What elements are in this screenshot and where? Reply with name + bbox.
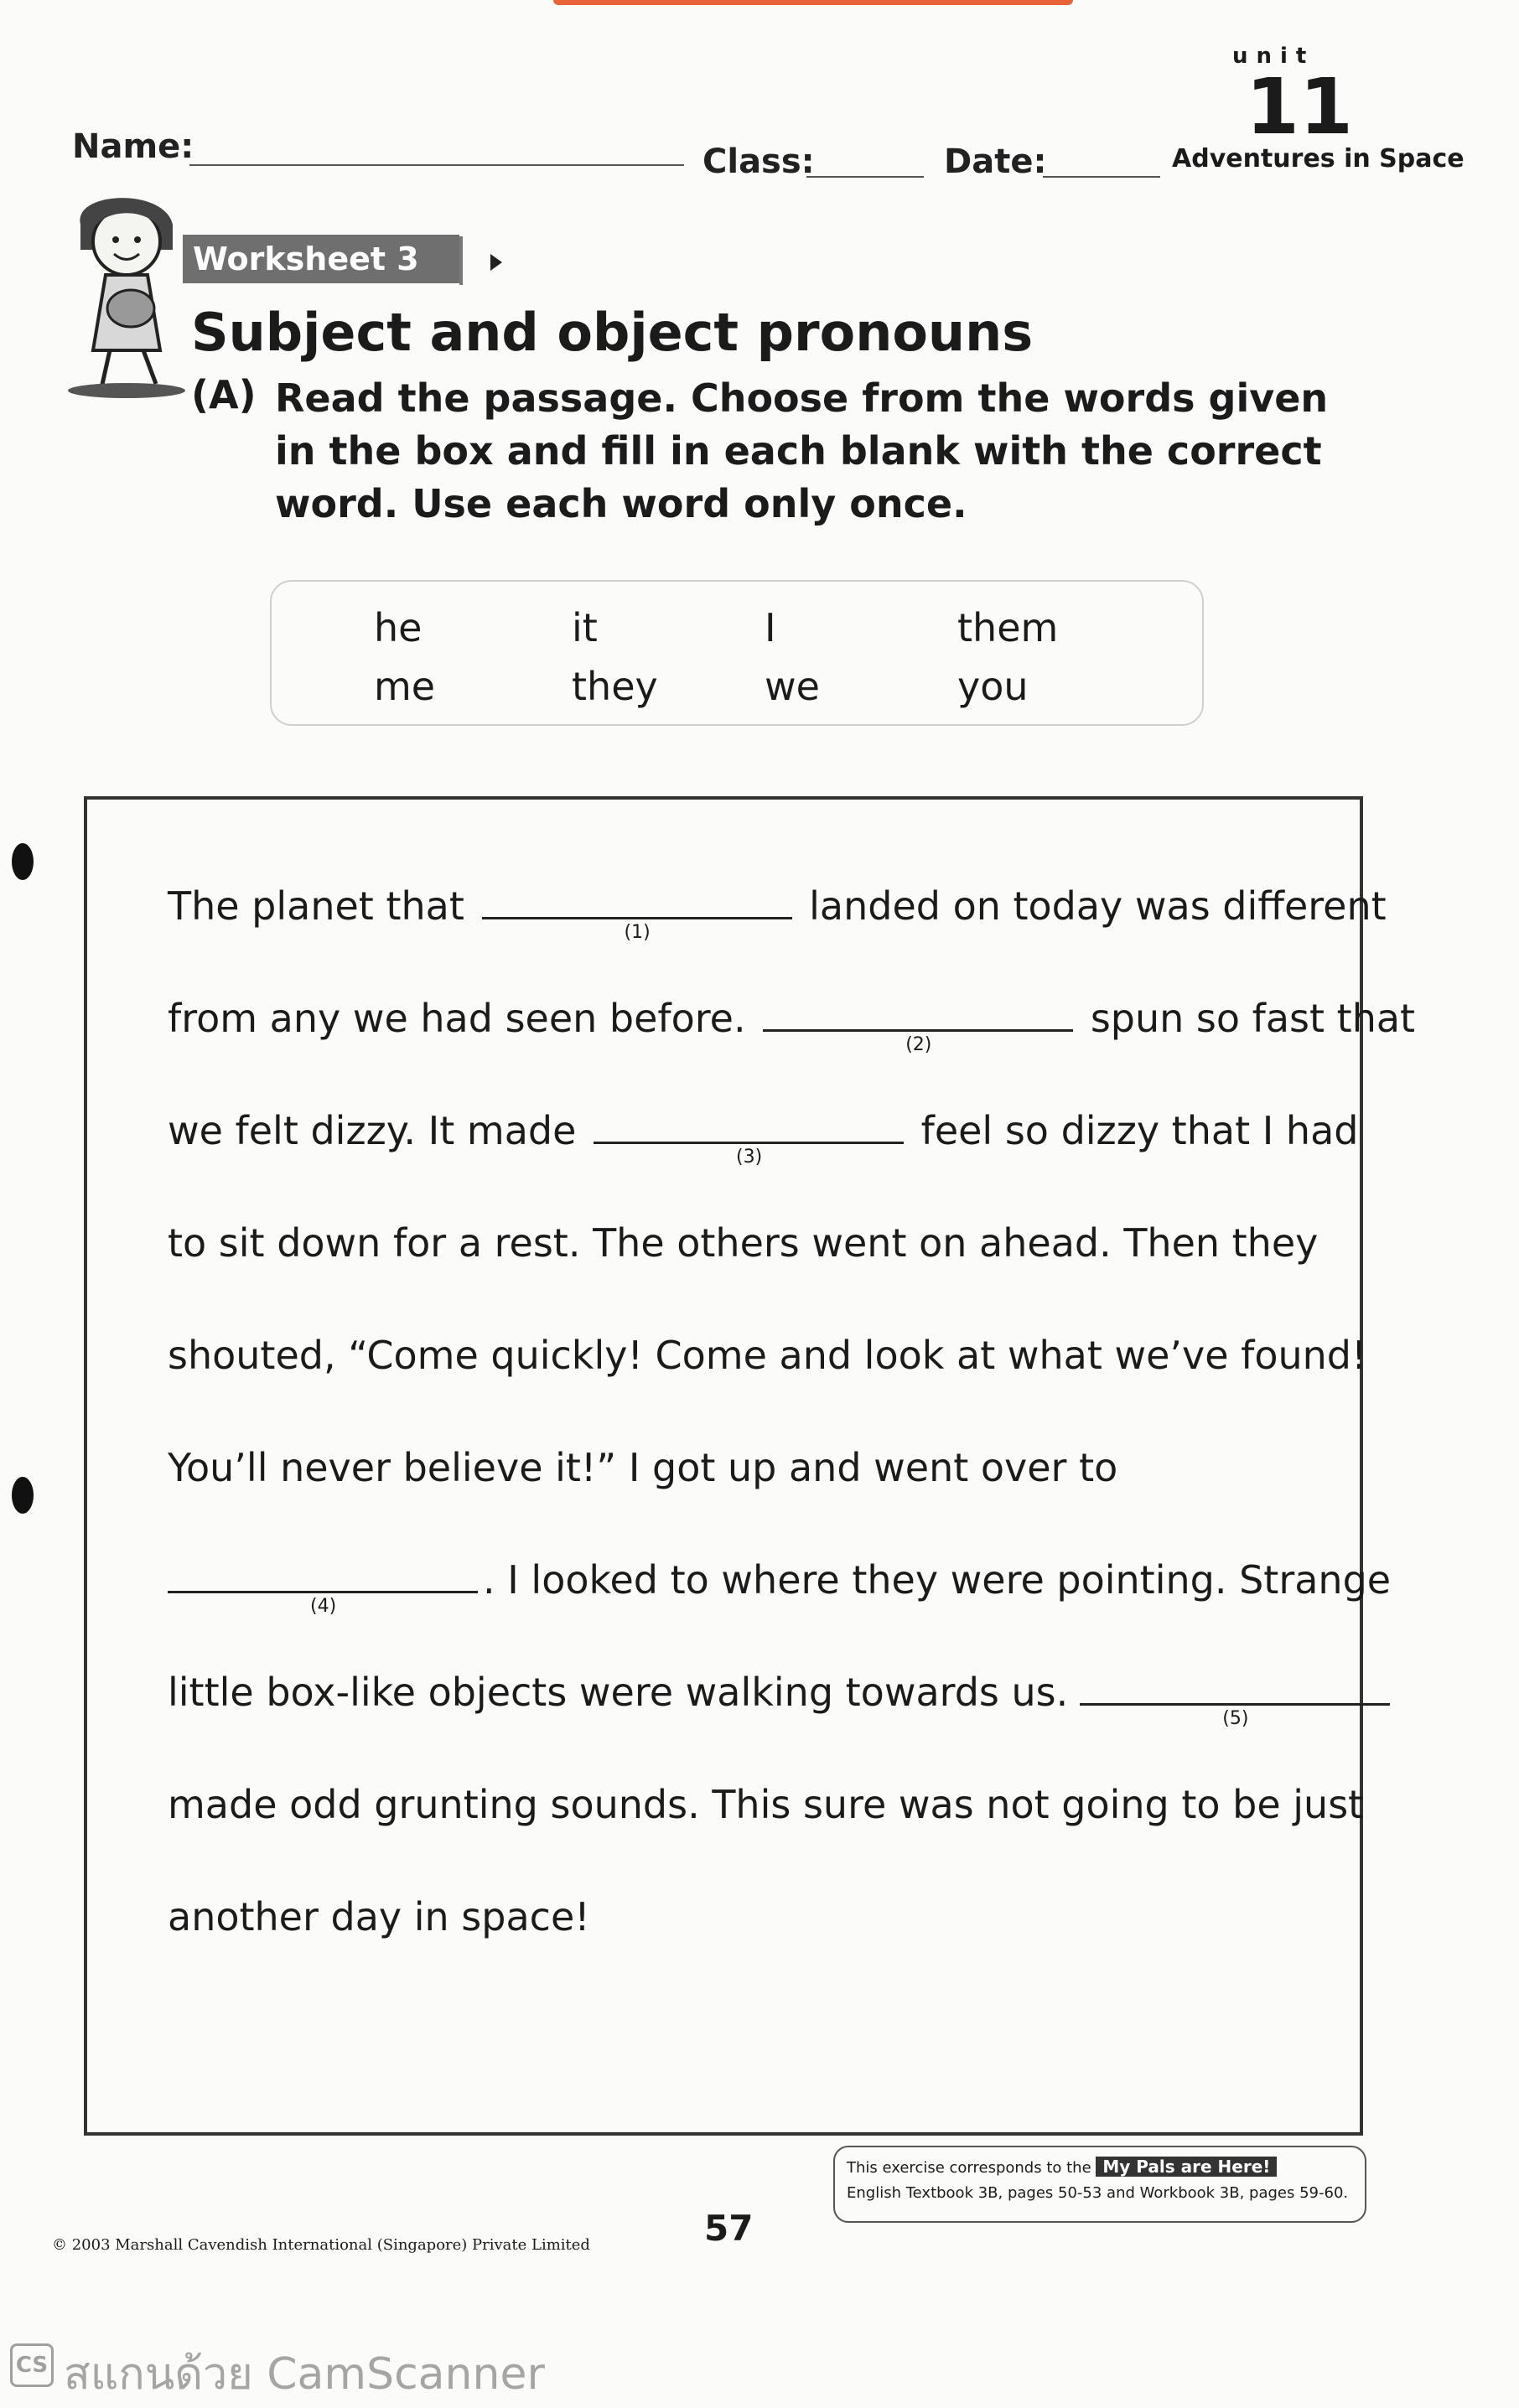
word-option: it <box>572 605 598 650</box>
word-option: we <box>765 664 820 709</box>
corr-line-1: This exercise corresponds to the <box>847 2159 1091 2177</box>
name-label: Name: <box>72 127 194 166</box>
passage-line: we felt dizzy. It made (3) feel so dizzy that I had <box>168 1108 1359 1168</box>
blank-5[interactable]: (5) <box>1080 1670 1390 1706</box>
page-number: 57 <box>704 2208 754 2249</box>
name-field[interactable] <box>189 164 684 166</box>
worksheet-tag-edge <box>459 236 463 285</box>
corr-line-2: English Textbook 3B, pages 50-53 and Workbook 3B, pages 59-60. <box>847 2184 1349 2202</box>
top-accent-stripe <box>553 0 1073 5</box>
blank-1[interactable]: (1) <box>482 883 792 919</box>
copyright-text: © 2003 Marshall Cavendish International (Singapore) Private Limited <box>52 2236 590 2254</box>
binder-hole <box>12 1477 34 1514</box>
word-option: them <box>957 605 1059 650</box>
word-option: they <box>572 664 658 709</box>
class-label: Class: <box>702 142 815 181</box>
word-option: you <box>957 664 1029 709</box>
word-option: he <box>374 605 423 650</box>
passage-text <box>168 850 1416 1973</box>
worksheet-tag: Worksheet 3 <box>183 235 459 283</box>
passage-line: to sit down for a rest. The others went on ahead. Then they <box>168 1220 1319 1266</box>
textbook-badge: My Pals are Here! <box>1096 2157 1277 2177</box>
passage-line: shouted, “Come quickly! Come and look at what we’ve found! <box>168 1333 1367 1378</box>
instruction-text: Read the passage. Choose from the words given in the box and fill in each blank with the correct word. Use each word only once. <box>275 375 1329 526</box>
class-field[interactable] <box>806 176 924 178</box>
passage-line: made odd grunting sounds. This sure was not going to be just <box>168 1782 1364 1827</box>
passage-line: little box-like objects were walking towards us. (5) <box>168 1636 1308 1748</box>
girl-mascot-icon <box>64 191 189 401</box>
correspondence-note <box>833 2146 1366 2223</box>
binder-hole <box>12 843 34 880</box>
arrow-right-icon <box>490 254 502 271</box>
unit-number: 11 <box>1246 62 1354 152</box>
word-option: me <box>374 664 436 709</box>
passage-line: another day in space! <box>168 1894 590 1939</box>
part-letter: (A) <box>191 372 257 417</box>
passage-line: You’ll never believe it!” I got up and went over to <box>168 1445 1118 1490</box>
camscanner-logo: CS <box>10 2343 54 2387</box>
passage-line: The planet that (1) landed on today was different <box>168 883 1387 943</box>
unit-word: unit <box>1232 44 1315 69</box>
blank-3[interactable]: (3) <box>594 1108 904 1144</box>
blank-4[interactable]: (4) <box>168 1557 478 1593</box>
unit-title: Adventures in Space <box>1172 144 1465 173</box>
page-title: Subject and object pronouns <box>191 302 1034 363</box>
date-label: Date: <box>944 142 1047 181</box>
word-option: I <box>765 605 776 650</box>
passage-line: from any we had seen before. (2) spun so fast that <box>168 996 1416 1055</box>
passage-line: (4) . I looked to where they were pointing. Strange <box>168 1524 1308 1636</box>
camscanner-watermark: สแกนด้วย CamScanner <box>64 2349 545 2400</box>
date-field[interactable] <box>1043 176 1160 178</box>
blank-2[interactable]: (2) <box>763 996 1073 1032</box>
passage-box <box>84 796 1416 2136</box>
